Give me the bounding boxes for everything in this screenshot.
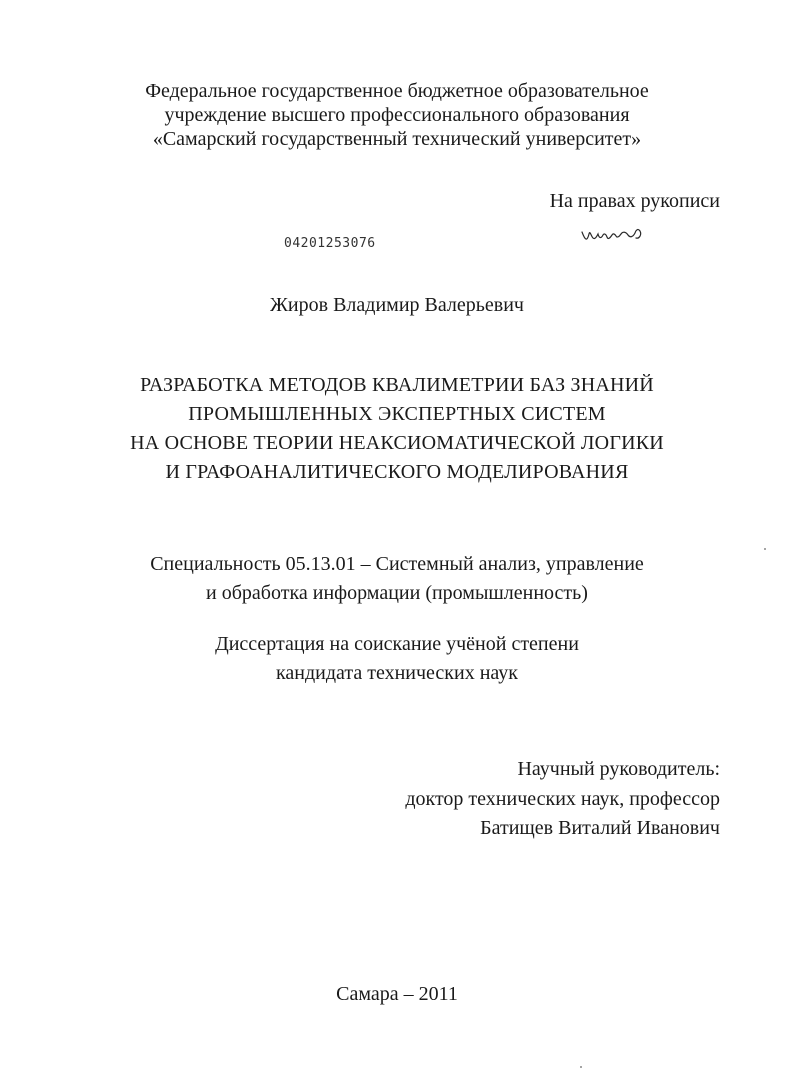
thesis-title-line-3: НА ОСНОВЕ ТЕОРИИ НЕАКСИОМАТИЧЕСКОЙ ЛОГИКИ (130, 432, 664, 454)
manuscript-note: На правах рукописи (549, 190, 720, 212)
thesis-title-line-2: ПРОМЫШЛЕННЫХ ЭКСПЕРТНЫХ СИСТЕМ (188, 403, 606, 425)
thesis-title-line-1: РАЗРАБОТКА МЕТОДОВ КВАЛИМЕТРИИ БАЗ ЗНАНИЙ (140, 374, 654, 396)
institution-line-1: Федеральное государственное бюджетное образовательное (145, 80, 649, 102)
supervisor-label: Научный руководитель: (517, 758, 720, 780)
degree-line-1: Диссертация на соискание учёной степени (215, 633, 579, 655)
registration-number-stamp: 04201253076 (284, 236, 376, 251)
institution-line-3: «Самарский государственный технический университет» (152, 128, 642, 150)
specialty-line-1: Специальность 05.13.01 – Системный анализ, управление (150, 553, 644, 575)
supervisor-name: Батищев Виталий Иванович (480, 817, 720, 839)
degree-line-2: кандидата технических наук (275, 662, 519, 684)
city-year: Самара – 2011 (336, 983, 458, 1005)
author-name: Жиров Владимир Валерьевич (270, 294, 524, 316)
scan-speck (764, 548, 766, 550)
supervisor-title: доктор технических наук, профессор (405, 788, 720, 810)
institution-line-2: учреждение высшего профессионального образования (164, 104, 630, 126)
handwritten-signature (580, 222, 650, 252)
scan-speck (580, 1066, 582, 1068)
specialty-line-2: и обработка информации (промышленность) (206, 582, 588, 604)
thesis-title-line-4: И ГРАФОАНАЛИТИЧЕСКОГО МОДЕЛИРОВАНИЯ (165, 461, 629, 483)
